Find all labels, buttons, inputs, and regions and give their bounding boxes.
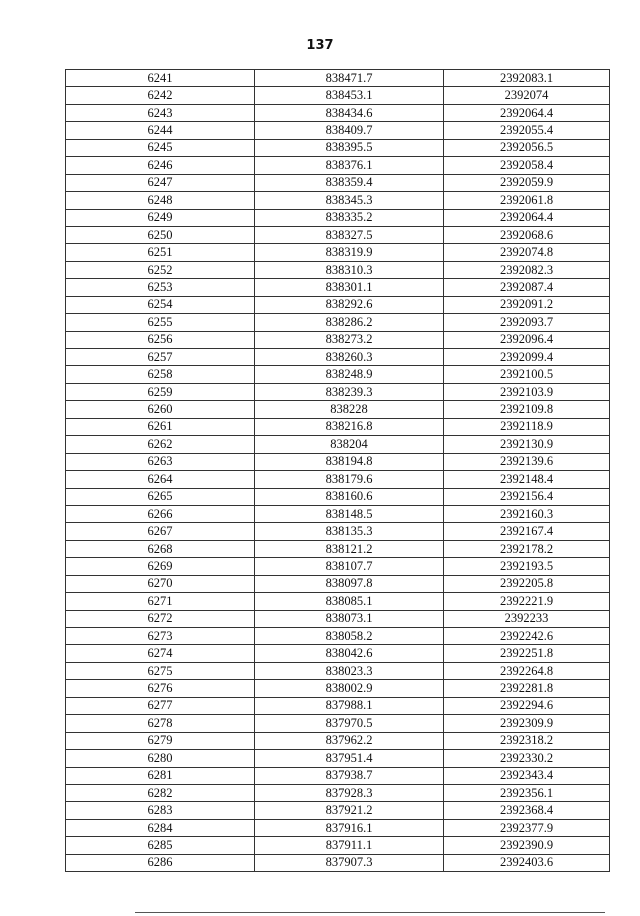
table-row <box>66 349 610 366</box>
table-row <box>66 226 610 243</box>
y-coordinate-cell: 2392074.8 <box>444 244 610 261</box>
y-coordinate-cell: 2392330.2 <box>444 750 610 767</box>
table-row <box>66 819 610 836</box>
x-coordinate-cell: 838260.3 <box>255 349 444 366</box>
x-coordinate-cell: 838319.9 <box>255 244 444 261</box>
y-coordinate-cell: 2392064.4 <box>444 209 610 226</box>
x-coordinate-cell: 838148.5 <box>255 505 444 522</box>
x-coordinate-cell: 838327.5 <box>255 226 444 243</box>
x-coordinate-cell: 838376.1 <box>255 157 444 174</box>
x-coordinate-cell: 838073.1 <box>255 610 444 627</box>
x-coordinate-cell: 838160.6 <box>255 488 444 505</box>
y-coordinate-cell: 2392148.4 <box>444 471 610 488</box>
table-row <box>66 628 610 645</box>
table-row <box>66 662 610 679</box>
point-number-cell: 6267 <box>66 523 255 540</box>
x-coordinate-cell: 838434.6 <box>255 104 444 121</box>
x-coordinate-cell: 838409.7 <box>255 122 444 139</box>
y-coordinate-cell: 2392233 <box>444 610 610 627</box>
table-row <box>66 279 610 296</box>
y-coordinate-cell: 2392178.2 <box>444 540 610 557</box>
table-row <box>66 784 610 801</box>
point-number-cell: 6268 <box>66 540 255 557</box>
table-row <box>66 802 610 819</box>
point-number-cell: 6280 <box>66 750 255 767</box>
table-row <box>66 209 610 226</box>
x-coordinate-cell: 838345.3 <box>255 192 444 209</box>
x-coordinate-cell: 838002.9 <box>255 680 444 697</box>
point-number-cell: 6272 <box>66 610 255 627</box>
table-row <box>66 401 610 418</box>
point-number-cell: 6278 <box>66 715 255 732</box>
y-coordinate-cell: 2392103.9 <box>444 383 610 400</box>
y-coordinate-cell: 2392242.6 <box>444 628 610 645</box>
table-row <box>66 593 610 610</box>
x-coordinate-cell: 838453.1 <box>255 87 444 104</box>
x-coordinate-cell: 837911.1 <box>255 837 444 854</box>
table-row <box>66 366 610 383</box>
y-coordinate-cell: 2392281.8 <box>444 680 610 697</box>
x-coordinate-cell: 838248.9 <box>255 366 444 383</box>
x-coordinate-cell: 838085.1 <box>255 593 444 610</box>
point-number-cell: 6248 <box>66 192 255 209</box>
point-number-cell: 6263 <box>66 453 255 470</box>
point-number-cell: 6277 <box>66 697 255 714</box>
y-coordinate-cell: 2392109.8 <box>444 401 610 418</box>
y-coordinate-cell: 2392368.4 <box>444 802 610 819</box>
x-coordinate-cell: 838239.3 <box>255 383 444 400</box>
point-number-cell: 6254 <box>66 296 255 313</box>
y-coordinate-cell: 2392356.1 <box>444 784 610 801</box>
point-number-cell: 6284 <box>66 819 255 836</box>
point-number-cell: 6246 <box>66 157 255 174</box>
table-row <box>66 139 610 156</box>
y-coordinate-cell: 2392058.4 <box>444 157 610 174</box>
point-number-cell: 6249 <box>66 209 255 226</box>
x-coordinate-cell: 838121.2 <box>255 540 444 557</box>
table-row <box>66 645 610 662</box>
table-row <box>66 732 610 749</box>
table-row <box>66 697 610 714</box>
x-coordinate-cell: 837962.2 <box>255 732 444 749</box>
x-coordinate-cell: 838042.6 <box>255 645 444 662</box>
point-number-cell: 6283 <box>66 802 255 819</box>
point-number-cell: 6269 <box>66 558 255 575</box>
point-number-cell: 6282 <box>66 784 255 801</box>
point-number-cell: 6244 <box>66 122 255 139</box>
x-coordinate-cell: 838395.5 <box>255 139 444 156</box>
table-row <box>66 122 610 139</box>
page-number: 137 <box>306 38 334 53</box>
y-coordinate-cell: 2392318.2 <box>444 732 610 749</box>
point-number-cell: 6285 <box>66 837 255 854</box>
x-coordinate-cell: 837938.7 <box>255 767 444 784</box>
point-number-cell: 6270 <box>66 575 255 592</box>
point-number-cell: 6271 <box>66 593 255 610</box>
table-row <box>66 750 610 767</box>
point-number-cell: 6266 <box>66 505 255 522</box>
y-coordinate-cell: 2392055.4 <box>444 122 610 139</box>
point-number-cell: 6274 <box>66 645 255 662</box>
y-coordinate-cell: 2392118.9 <box>444 418 610 435</box>
point-number-cell: 6264 <box>66 471 255 488</box>
bottom-rule <box>135 912 605 913</box>
y-coordinate-cell: 2392343.4 <box>444 767 610 784</box>
point-number-cell: 6247 <box>66 174 255 191</box>
x-coordinate-cell: 837951.4 <box>255 750 444 767</box>
table-row <box>66 87 610 104</box>
x-coordinate-cell: 838310.3 <box>255 261 444 278</box>
y-coordinate-cell: 2392074 <box>444 87 610 104</box>
table-row <box>66 523 610 540</box>
x-coordinate-cell: 838301.1 <box>255 279 444 296</box>
y-coordinate-cell: 2392096.4 <box>444 331 610 348</box>
x-coordinate-cell: 837928.3 <box>255 784 444 801</box>
point-number-cell: 6258 <box>66 366 255 383</box>
x-coordinate-cell: 838194.8 <box>255 453 444 470</box>
point-number-cell: 6273 <box>66 628 255 645</box>
point-number-cell: 6262 <box>66 436 255 453</box>
point-number-cell: 6242 <box>66 87 255 104</box>
y-coordinate-cell: 2392056.5 <box>444 139 610 156</box>
point-number-cell: 6251 <box>66 244 255 261</box>
point-number-cell: 6257 <box>66 349 255 366</box>
table-row <box>66 157 610 174</box>
table-row <box>66 488 610 505</box>
y-coordinate-cell: 2392064.4 <box>444 104 610 121</box>
x-coordinate-cell: 838228 <box>255 401 444 418</box>
y-coordinate-cell: 2392061.8 <box>444 192 610 209</box>
table-row <box>66 575 610 592</box>
table-row <box>66 104 610 121</box>
x-coordinate-cell: 838023.3 <box>255 662 444 679</box>
point-number-cell: 6245 <box>66 139 255 156</box>
point-number-cell: 6256 <box>66 331 255 348</box>
table-row <box>66 471 610 488</box>
coordinate-table <box>65 69 610 872</box>
y-coordinate-cell: 2392099.4 <box>444 349 610 366</box>
y-coordinate-cell: 2392390.9 <box>444 837 610 854</box>
table-row <box>66 192 610 209</box>
y-coordinate-cell: 2392100.5 <box>444 366 610 383</box>
table-row <box>66 837 610 854</box>
point-number-cell: 6241 <box>66 70 255 87</box>
y-coordinate-cell: 2392087.4 <box>444 279 610 296</box>
y-coordinate-cell: 2392403.6 <box>444 854 610 871</box>
table-row <box>66 331 610 348</box>
x-coordinate-cell: 838471.7 <box>255 70 444 87</box>
point-number-cell: 6275 <box>66 662 255 679</box>
table-row <box>66 680 610 697</box>
point-number-cell: 6243 <box>66 104 255 121</box>
point-number-cell: 6255 <box>66 314 255 331</box>
point-number-cell: 6279 <box>66 732 255 749</box>
point-number-cell: 6252 <box>66 261 255 278</box>
point-number-cell: 6260 <box>66 401 255 418</box>
point-number-cell: 6276 <box>66 680 255 697</box>
point-number-cell: 6261 <box>66 418 255 435</box>
y-coordinate-cell: 2392251.8 <box>444 645 610 662</box>
point-number-cell: 6265 <box>66 488 255 505</box>
table-row <box>66 383 610 400</box>
y-coordinate-cell: 2392139.6 <box>444 453 610 470</box>
table-row <box>66 296 610 313</box>
x-coordinate-cell: 838204 <box>255 436 444 453</box>
table-row <box>66 453 610 470</box>
y-coordinate-cell: 2392083.1 <box>444 70 610 87</box>
y-coordinate-cell: 2392091.2 <box>444 296 610 313</box>
y-coordinate-cell: 2392068.6 <box>444 226 610 243</box>
point-number-cell: 6281 <box>66 767 255 784</box>
table-row <box>66 436 610 453</box>
x-coordinate-cell: 837921.2 <box>255 802 444 819</box>
y-coordinate-cell: 2392130.9 <box>444 436 610 453</box>
x-coordinate-cell: 837907.3 <box>255 854 444 871</box>
table-row <box>66 244 610 261</box>
x-coordinate-cell: 838058.2 <box>255 628 444 645</box>
y-coordinate-cell: 2392294.6 <box>444 697 610 714</box>
x-coordinate-cell: 838097.8 <box>255 575 444 592</box>
y-coordinate-cell: 2392059.9 <box>444 174 610 191</box>
point-number-cell: 6250 <box>66 226 255 243</box>
point-number-cell: 6286 <box>66 854 255 871</box>
y-coordinate-cell: 2392082.3 <box>444 261 610 278</box>
point-number-cell: 6259 <box>66 383 255 400</box>
point-number-cell: 6253 <box>66 279 255 296</box>
x-coordinate-cell: 837916.1 <box>255 819 444 836</box>
x-coordinate-cell: 837988.1 <box>255 697 444 714</box>
table-row <box>66 418 610 435</box>
x-coordinate-cell: 837970.5 <box>255 715 444 732</box>
table-row <box>66 610 610 627</box>
y-coordinate-cell: 2392167.4 <box>444 523 610 540</box>
y-coordinate-cell: 2392156.4 <box>444 488 610 505</box>
x-coordinate-cell: 838216.8 <box>255 418 444 435</box>
table-row <box>66 854 610 871</box>
x-coordinate-cell: 838135.3 <box>255 523 444 540</box>
y-coordinate-cell: 2392264.8 <box>444 662 610 679</box>
x-coordinate-cell: 838286.2 <box>255 314 444 331</box>
y-coordinate-cell: 2392377.9 <box>444 819 610 836</box>
x-coordinate-cell: 838335.2 <box>255 209 444 226</box>
table-row <box>66 767 610 784</box>
x-coordinate-cell: 838359.4 <box>255 174 444 191</box>
table-row <box>66 314 610 331</box>
y-coordinate-cell: 2392205.8 <box>444 575 610 592</box>
y-coordinate-cell: 2392193.5 <box>444 558 610 575</box>
table-row <box>66 715 610 732</box>
x-coordinate-cell: 838179.6 <box>255 471 444 488</box>
y-coordinate-cell: 2392221.9 <box>444 593 610 610</box>
x-coordinate-cell: 838273.2 <box>255 331 444 348</box>
y-coordinate-cell: 2392309.9 <box>444 715 610 732</box>
x-coordinate-cell: 838292.6 <box>255 296 444 313</box>
table-row <box>66 558 610 575</box>
y-coordinate-cell: 2392093.7 <box>444 314 610 331</box>
table-row <box>66 261 610 278</box>
x-coordinate-cell: 838107.7 <box>255 558 444 575</box>
table-row <box>66 505 610 522</box>
y-coordinate-cell: 2392160.3 <box>444 505 610 522</box>
coordinate-table-body <box>66 70 610 872</box>
table-row <box>66 174 610 191</box>
table-row <box>66 540 610 557</box>
table-row <box>66 70 610 87</box>
